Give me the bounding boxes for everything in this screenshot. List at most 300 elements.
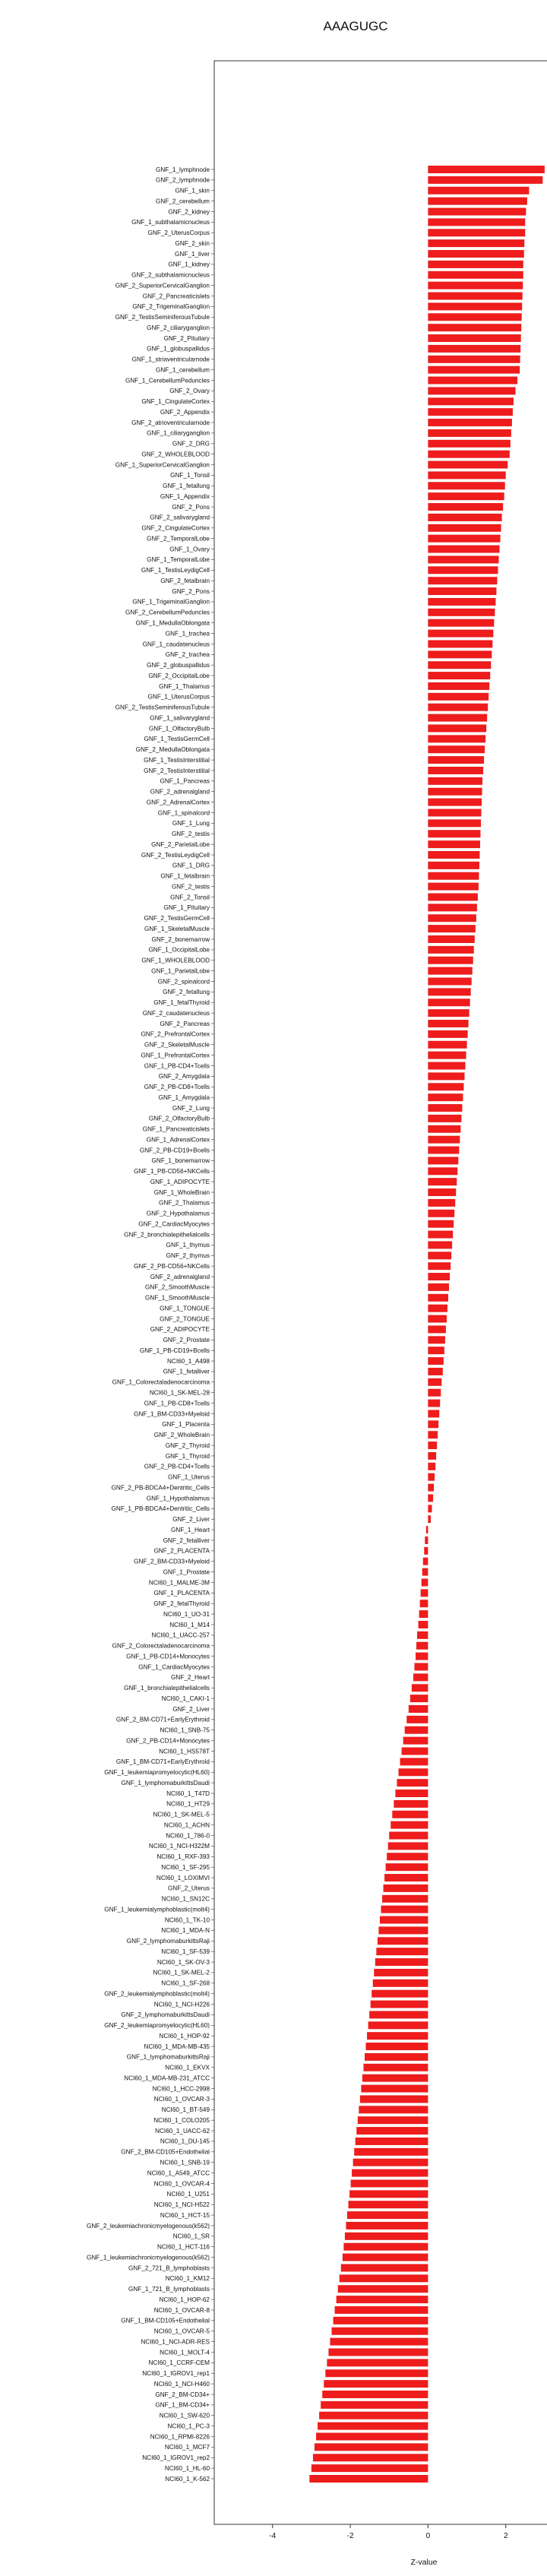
bar: [376, 1948, 428, 1955]
bar: [428, 1431, 438, 1438]
bar: [428, 1484, 434, 1492]
category-label: GNF_1_Prostate: [163, 1568, 210, 1576]
bar: [428, 482, 504, 489]
bar: [428, 619, 494, 627]
bar: [428, 471, 505, 479]
category-label: NCI60_1_KM12: [165, 2275, 210, 2283]
category-label: GNF_2_Prostate: [163, 1337, 210, 1344]
bar: [428, 440, 510, 448]
category-label: GNF_1_Thyroid: [165, 1452, 210, 1460]
bar: [424, 1547, 428, 1555]
bar: [428, 546, 499, 553]
bar: [428, 334, 520, 342]
category-label: NCI60_1_MDA-MB-231_ATCC: [124, 2074, 210, 2082]
bars-group: [309, 166, 545, 2483]
category-label: NCI60_1_A549_ATCC: [147, 2169, 210, 2177]
category-label: NCI60_1_NCI-H322M: [148, 1843, 210, 1850]
bar: [382, 1895, 428, 1903]
bar: [392, 1811, 428, 1818]
category-label: GNF_1_spinalcord: [157, 809, 210, 817]
bar: [428, 640, 492, 647]
bar: [352, 2169, 428, 2177]
category-label: NCI60_1_UO-31: [163, 1610, 210, 1618]
category-label: GNF_2_Hypothalamus: [146, 1210, 210, 1217]
category-label: NCI60_1_NCI-H522: [153, 2201, 210, 2209]
bar: [338, 2285, 428, 2293]
bar: [419, 1621, 428, 1628]
category-label: GNF_1_OlfactoryBulb: [148, 725, 210, 733]
bar: [360, 2095, 428, 2103]
bar: [346, 2222, 428, 2229]
category-label: GNF_2_721_B_lymphoblasts: [128, 2264, 210, 2272]
bar: [313, 2454, 428, 2461]
category-label: GNF_1_OccipitalLobe: [148, 946, 210, 954]
bar: [428, 704, 488, 711]
category-label: GNF_1_bonemarrow: [151, 1157, 210, 1165]
bar: [406, 1716, 428, 1723]
category-label: NCI60_1_IGROV1_rep2: [142, 2454, 210, 2462]
bar: [378, 1937, 428, 1945]
bar: [428, 1093, 463, 1101]
category-label: GNF_2_BM-CD71+EarlyErythroid: [115, 1716, 210, 1723]
bar: [428, 1325, 446, 1333]
bar: [423, 1558, 428, 1565]
bar: [405, 1726, 428, 1734]
bar: [428, 261, 523, 268]
category-label: NCI60_1_TK-10: [164, 1916, 210, 1924]
category-label: NCI60_1_RXF-393: [157, 1853, 210, 1861]
bar: [428, 271, 523, 279]
bar: [428, 1041, 466, 1049]
bar: [428, 524, 501, 532]
category-label: NCI60_1_ACHN: [163, 1821, 210, 1829]
category-label: NCI60_1_SF-539: [161, 1948, 210, 1955]
category-label: GNF_1_fetalliver: [163, 1368, 210, 1375]
category-label: GNF_2_bonemarrow: [151, 935, 210, 943]
category-label: NCI60_1_RPMI-8226: [150, 2433, 210, 2441]
bar: [394, 1800, 428, 1808]
bar: [349, 2190, 428, 2198]
bar: [428, 903, 476, 911]
category-label: GNF_1_PB-BDCA4+Dentritic_Cells: [111, 1505, 210, 1513]
category-label: GNF_2_UterusCorpus: [147, 229, 210, 237]
bar: [325, 2369, 428, 2377]
bar: [426, 1526, 428, 1533]
category-label: GNF_2_fetalliver: [163, 1536, 210, 1544]
category-label: NCI60_1_SW-620: [159, 2412, 210, 2419]
bar: [343, 2243, 428, 2251]
category-label: GNF_2_kidney: [168, 208, 210, 216]
bar: [428, 577, 497, 584]
bar: [428, 598, 495, 606]
category-label: NCI60_1_MOLT-4: [160, 2349, 210, 2356]
bar: [422, 1578, 428, 1586]
category-label: GNF_1_Pancreas: [160, 777, 210, 785]
category-label: NCI60_1_SR: [172, 2233, 210, 2240]
category-label: GNF_1_Thalamus: [159, 682, 210, 690]
category-label: NCI60_1_MCF7: [164, 2444, 210, 2451]
category-label: GNF_1_TestisLeydigCell: [141, 567, 210, 574]
category-label: GNF_1_Pancreaticislets: [142, 1125, 210, 1133]
bar: [428, 735, 485, 742]
bar: [428, 324, 521, 331]
bar: [428, 187, 529, 195]
bar: [428, 840, 480, 848]
category-label: NCI60_1_CAKI-1: [161, 1695, 210, 1702]
bar: [428, 293, 522, 300]
bar: [420, 1600, 428, 1607]
bar: [428, 724, 486, 732]
category-label: GNF_2_PLACENTA: [153, 1547, 210, 1555]
bar: [375, 1958, 428, 1966]
bar: [428, 1188, 456, 1196]
category-label: GNF_2_Liver: [172, 1705, 210, 1713]
bar: [428, 1505, 432, 1512]
bar: [428, 714, 487, 722]
category-label: GNF_2_Tonsil: [170, 894, 210, 901]
category-label: GNF_1_fetalbrain: [160, 872, 210, 880]
bar: [428, 1104, 462, 1112]
category-label: NCI60_1_SK-MEL-5: [153, 1811, 210, 1818]
bar: [428, 1009, 469, 1017]
category-label: GNF_2_atrioventricularnode: [131, 419, 210, 426]
bar: [397, 1779, 428, 1786]
bar: [371, 2001, 428, 2008]
bar: [378, 1926, 428, 1934]
category-label: NCI60_1_SK-OV-3: [157, 1958, 210, 1966]
category-label: GNF_1_leukemiapromyelocytic(HL60): [104, 1769, 210, 1777]
bar: [402, 1748, 428, 1755]
category-label: GNF_2_thymus: [166, 1252, 210, 1260]
bar: [428, 630, 493, 638]
category-label: GNF_1_fetalThyroid: [153, 999, 210, 1007]
bar: [428, 198, 526, 205]
category-label: GNF_1_TestisGermCell: [144, 736, 210, 743]
category-label: GNF_1_Heart: [171, 1526, 210, 1533]
bar: [384, 1874, 428, 1881]
category-label: GNF_2_adrenalgland: [150, 788, 210, 796]
category-label: GNF_1_TONGUE: [160, 1305, 210, 1312]
bar: [428, 756, 484, 764]
category-label: GNF_2_TestisLeydigCell: [141, 851, 210, 859]
category-label: GNF_2_WHOLEBLOOD: [141, 451, 210, 458]
bar: [381, 1906, 428, 1913]
category-label: GNF_1_AdrenalCortex: [146, 1136, 210, 1144]
category-label: GNF_2_leukemiapromyelocytic(HL60): [104, 2022, 210, 2030]
category-label: NCI60_1_K-562: [165, 2475, 210, 2483]
bar: [319, 2412, 428, 2419]
category-label: GNF_2_Ovary: [169, 388, 210, 395]
category-label: GNF_2_trachea: [165, 651, 210, 659]
category-label: GNF_1_PB-CD14+Monocytes: [126, 1653, 210, 1660]
category-label: NCI60_1_786-0: [166, 1832, 210, 1840]
category-label: GNF_2_TestisGermCell: [144, 915, 210, 922]
category-label: GNF_1_WHOLEBLOOD: [141, 957, 210, 964]
category-label: GNF_2_Pons: [172, 503, 210, 511]
bar: [428, 166, 544, 173]
bar: [417, 1631, 428, 1639]
category-label: NCI60_1_T47D: [166, 1790, 210, 1797]
category-label: GNF_1_Ovary: [169, 546, 210, 553]
x-axis-title: Z-value: [410, 2558, 438, 2567]
category-label: GNF_2_testis: [171, 883, 210, 891]
bar: [409, 1705, 428, 1713]
bar: [318, 2423, 428, 2430]
bar: [414, 1663, 428, 1670]
bar: [428, 366, 520, 374]
bar: [428, 535, 500, 543]
x-axis: [269, 2524, 508, 2540]
category-label: GNF_2_ciliaryganglion: [147, 324, 210, 331]
category-label: GNF_1_kidney: [168, 261, 210, 268]
bar: [428, 672, 490, 679]
bar: [390, 1821, 428, 1829]
category-label: NCI60_1_EKVX: [165, 2064, 210, 2071]
category-label: NCI60_1_SK-MEL-28: [149, 1389, 210, 1397]
bar: [428, 1052, 466, 1059]
bar: [428, 229, 525, 236]
category-label: GNF_1_subthalamicnucleus: [131, 219, 210, 226]
bar: [389, 1832, 428, 1840]
bar: [428, 650, 492, 658]
category-label: GNF_2_TrigeminalGanglion: [132, 303, 210, 311]
bar: [428, 429, 511, 437]
category-label: NCI60_1_LOXIMVI: [156, 1874, 210, 1881]
category-label: NCI60_1_NCI-H460: [153, 2380, 210, 2388]
category-label: GNF_1_bronchialepithelialcells: [124, 1685, 210, 1692]
bar: [428, 451, 509, 458]
bar: [425, 1536, 428, 1544]
category-label: GNF_1_Pituitary: [163, 904, 210, 912]
bar: [327, 2359, 428, 2366]
bar: [413, 1673, 428, 1681]
bar: [428, 250, 523, 258]
bar: [428, 1441, 437, 1449]
category-label: GNF_1_WholeBrain: [153, 1188, 210, 1196]
bar: [428, 514, 501, 521]
bar: [337, 2296, 428, 2303]
bar: [428, 682, 489, 690]
bar: [419, 1610, 428, 1618]
bar: [428, 1494, 433, 1502]
bar: [368, 2021, 428, 2029]
bar: [428, 1157, 458, 1164]
category-label: GNF_2_subthalamicnucleus: [131, 271, 210, 279]
category-label: NCI60_1_SNB-75: [160, 1726, 210, 1734]
bar: [428, 492, 504, 500]
bar: [428, 587, 496, 595]
bar: [400, 1758, 428, 1765]
bar: [428, 609, 495, 616]
category-label: NCI60_1_HL-60: [164, 2464, 210, 2472]
bar: [428, 967, 472, 975]
category-label: GNF_1_CardiacMyocytes: [138, 1663, 210, 1671]
category-label: GNF_2_TemporalLobe: [147, 535, 210, 543]
bar: [422, 1568, 428, 1576]
category-label: GNF_2_bronchialepithelialcells: [124, 1231, 210, 1239]
category-label: GNF_1_Colorectaladenocarcinoma: [112, 1378, 210, 1386]
category-label: GNF_2_Pancreas: [160, 1020, 210, 1027]
category-label: GNF_1_TrigeminalGanglion: [132, 598, 210, 606]
bar: [428, 946, 473, 954]
category-label: GNF_1_DRG: [172, 862, 210, 869]
bar: [428, 1199, 455, 1207]
bar: [347, 2211, 428, 2219]
category-label: GNF_1_Placenta: [162, 1421, 210, 1429]
bar: [428, 862, 479, 869]
bar: [428, 1178, 457, 1185]
category-label: NCI60_1_PC-3: [167, 2423, 210, 2430]
bar: [428, 819, 481, 827]
bar: [428, 1347, 444, 1354]
bar: [428, 566, 498, 574]
bar: [373, 1979, 428, 1987]
bar: [428, 555, 498, 563]
category-label: GNF_2_SkeletalMuscle: [144, 1041, 210, 1049]
category-label: GNF_2_lymphomaburkittsRaji: [126, 1938, 210, 1945]
bar: [428, 914, 476, 922]
category-label: GNF_2_ADIPOCYTE: [150, 1326, 210, 1334]
bar: [359, 2106, 428, 2113]
category-label: GNF_1_fetallung: [163, 483, 210, 490]
x-tick-label: 0: [425, 2532, 431, 2540]
category-label: GNF_2_globuspallidus: [147, 662, 210, 669]
category-label: NCI60_1_OVCAR-4: [153, 2180, 210, 2188]
category-label: NCI60_1_MALME-3M: [148, 1579, 210, 1587]
category-label: GNF_2_Appendix: [160, 408, 210, 416]
category-label: NCI60_1_MDA-MB-435: [144, 2043, 210, 2050]
category-label: GNF_2_leukemiachronicmyelogenous(k562): [86, 2222, 210, 2229]
category-label: NCI60_1_UACC-257: [151, 1631, 210, 1639]
category-label: GNF_2_TestisSeminiferousTubule: [115, 314, 210, 321]
bar: [321, 2401, 428, 2409]
bar: [428, 1062, 465, 1070]
category-label: GNF_2_Heart: [171, 1674, 210, 1682]
category-label: GNF_1_lymphomaburkittsDaudi: [121, 1779, 210, 1786]
bar: [341, 2264, 428, 2271]
category-label: GNF_1_leukemialymphoblastic(molt4): [104, 1906, 210, 1913]
category-label: GNF_2_SmoothMuscle: [144, 1283, 210, 1291]
bar: [428, 1252, 451, 1259]
bar: [332, 2328, 428, 2335]
category-label: NCI60_1_SN12C: [161, 1895, 210, 1903]
category-label: GNF_2_PB-CD56+NKCells: [134, 1262, 210, 1270]
category-label: GNF_1_skin: [175, 187, 210, 195]
category-label: NCI60_1_SNB-19: [160, 2159, 210, 2166]
category-label: GNF_2_Thalamus: [159, 1199, 210, 1207]
bar: [428, 1083, 463, 1090]
category-label: GNF_1_MedullaOblongata: [135, 619, 210, 627]
category-label: GNF_1_caudatenucleus: [142, 641, 210, 648]
category-label: GNF_1_lymphnode: [156, 166, 210, 173]
category-label: GNF_1_721_B_lymphoblasts: [128, 2286, 210, 2293]
category-label: NCI60_1_IGROV1_rep1: [142, 2370, 210, 2378]
category-label: GNF_1_TestisInterstitial: [144, 756, 210, 764]
bar: [367, 2032, 428, 2040]
bar: [428, 387, 515, 394]
category-label: GNF_1_Uterus: [167, 1473, 210, 1481]
category-label: NCI60_1_HCC-2998: [152, 2085, 210, 2093]
category-label: NCI60_1_UACC-62: [155, 2127, 210, 2135]
bar: [428, 503, 503, 511]
bar: [428, 1515, 431, 1523]
category-label: GNF_1_PB-CD8+Tcells: [144, 1400, 210, 1407]
bar: [334, 2317, 428, 2324]
bar: [353, 2159, 428, 2166]
bar: [386, 1863, 428, 1871]
bar: [372, 1990, 428, 1998]
category-label: GNF_2_Thyroid: [165, 1441, 210, 1449]
category-label: NCI60_1_OVCAR-5: [153, 2328, 210, 2335]
category-label: GNF_1_BM-CD105+Endothelial: [121, 2317, 210, 2324]
category-label: GNF_2_testis: [171, 831, 210, 838]
bar: [351, 2179, 428, 2187]
category-label: NCI60_1_M14: [169, 1621, 210, 1628]
category-label: NCI60_1_HS578T: [159, 1748, 210, 1755]
bar: [428, 356, 520, 363]
category-label: GNF_2_spinalcord: [157, 978, 210, 986]
category-label: NCI60_1_A498: [167, 1357, 210, 1365]
bar: [428, 1030, 467, 1038]
bar: [315, 2443, 428, 2451]
category-label: GNF_2_AdrenalCortex: [146, 799, 210, 806]
bar: [428, 1452, 436, 1460]
bar: [361, 2085, 428, 2093]
category-label: GNF_2_PB-BDCA4+Dentritic_Cells: [111, 1484, 210, 1492]
category-label: GNF_1_leukemiachronicmyelogenous(k562): [86, 2254, 210, 2261]
category-label: GNF_1_thymus: [166, 1242, 210, 1249]
category-label: GNF_1_PB-CD4+Tcells: [144, 1062, 210, 1070]
bar: [428, 1283, 449, 1291]
bar: [428, 218, 525, 226]
bar: [311, 2464, 428, 2472]
bar: [428, 313, 521, 321]
category-label: GNF_1_lymphomaburkittsRaji: [126, 2053, 210, 2061]
bar: [416, 1653, 428, 1660]
category-label: GNF_1_trachea: [165, 630, 210, 638]
bar: [345, 2233, 428, 2240]
category-label: GNF_1_Amygdala: [158, 1093, 210, 1101]
category-label: GNF_1_PrefrontalCortex: [141, 1052, 210, 1059]
category-label: NCI60_1_DU-145: [160, 2138, 210, 2145]
category-label: GNF_2_BM-CD105+Endothelial: [121, 2148, 210, 2156]
category-label: GNF_1_SuperiorCervicalGanglion: [115, 461, 210, 469]
x-tick-label: -4: [269, 2532, 277, 2540]
category-label: GNF_2_SuperiorCervicalGanglion: [115, 282, 210, 290]
bar: [330, 2338, 428, 2346]
bar: [356, 2127, 428, 2135]
bar: [428, 767, 483, 774]
bar: [428, 1400, 440, 1407]
category-label: GNF_2_fetalbrain: [160, 577, 210, 584]
bar: [428, 957, 473, 964]
category-label: NCI60_1_NCI-ADR-RES: [141, 2338, 210, 2346]
category-label: GNF_2_ParietalLobe: [151, 840, 210, 848]
category-label: GNF_2_cerebellum: [156, 198, 210, 205]
x-tick-label: 2: [503, 2532, 508, 2540]
category-label: GNF_1_SkeletalMuscle: [144, 925, 210, 932]
bar: [428, 809, 481, 816]
bar: [428, 302, 522, 310]
bar: [395, 1790, 428, 1797]
bar: [428, 1147, 459, 1154]
bar: [428, 408, 513, 416]
bar: [362, 2074, 428, 2082]
bar: [428, 377, 517, 385]
bar: [428, 1241, 452, 1248]
category-label: GNF_1_salivarygland: [150, 714, 210, 722]
bar: [416, 1642, 428, 1650]
